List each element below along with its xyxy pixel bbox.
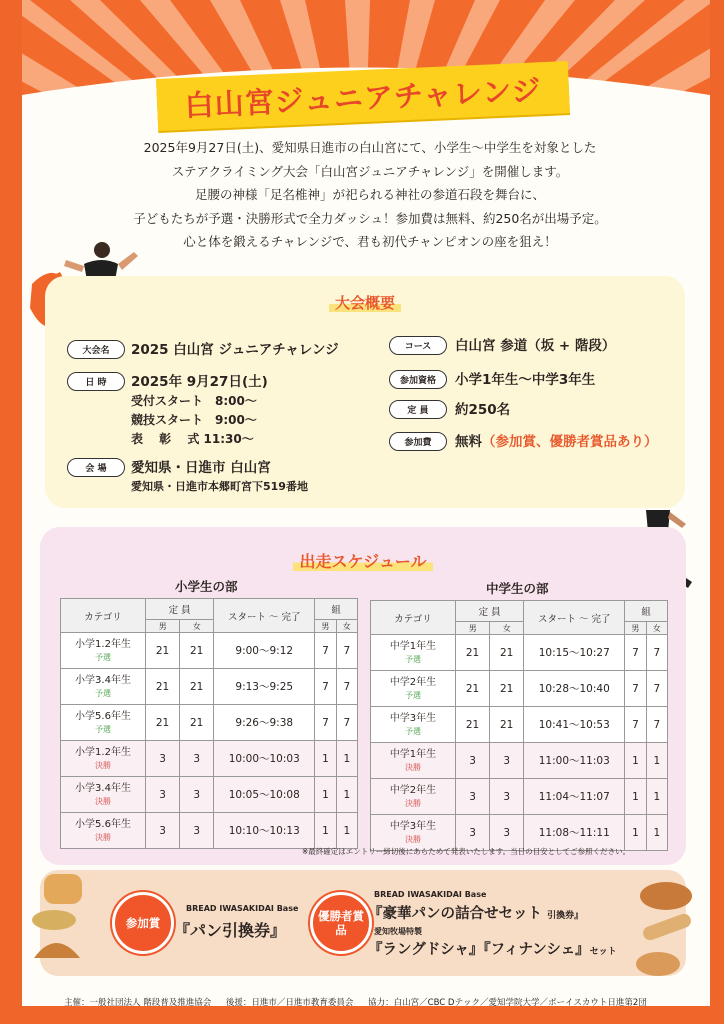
fee-tag: 参加費 — [389, 432, 447, 451]
capacity-female-cell: 3 — [490, 743, 524, 779]
stage-label: 予選 — [95, 688, 111, 698]
time-cell: 11:00〜11:03 — [524, 743, 625, 779]
groups-male-cell: 7 — [315, 705, 336, 741]
event-date: 2025年 9月27日(土) — [131, 374, 268, 390]
time-cell: 11:04〜11:07 — [524, 779, 625, 815]
capacity-female-cell: 3 — [180, 741, 214, 777]
groups-male-cell: 1 — [625, 743, 646, 779]
stage-label: 決勝 — [95, 796, 111, 806]
course: 白山宮 参道（坂 + 階段） — [455, 338, 616, 354]
bread-roll-icon — [632, 878, 696, 978]
time-cell: 11:08〜11:11 — [524, 815, 625, 851]
elementary-title: 小学生の部 — [175, 579, 238, 594]
category-name: 小学1.2年生 — [75, 638, 131, 650]
date-tag: 日 時 — [67, 372, 125, 391]
time-cell: 9:13〜9:25 — [214, 669, 315, 705]
time-cell: 10:28〜10:40 — [524, 671, 625, 707]
groups-female-cell: 1 — [336, 777, 357, 813]
table-row — [371, 779, 668, 815]
capacity-female-cell: 21 — [180, 669, 214, 705]
groups-male-cell: 7 — [625, 635, 646, 671]
col-time: スタート 〜 完了 — [214, 599, 315, 633]
intro-line: 足腰の神様「足名椎神」が祀られる神社の参道石段を舞台に、 — [194, 187, 545, 202]
winner-item-tail: 引換券』 — [547, 911, 584, 921]
participation-brand: BREAD IWASAKIDAI Base — [186, 904, 299, 913]
table-row — [371, 671, 668, 707]
groups-female-cell: 1 — [336, 813, 357, 849]
winner-item2-main: 『ラングドシャ』『フィナンシェ』 — [368, 942, 590, 958]
capacity-male-cell: 3 — [456, 815, 490, 851]
groups-male-cell: 1 — [315, 741, 336, 777]
overview-section — [45, 276, 685, 508]
groups-male-cell: 7 — [625, 671, 646, 707]
category-cell — [61, 813, 146, 849]
groups-female-cell: 7 — [336, 633, 357, 669]
stage-label: 予選 — [405, 726, 421, 736]
capacity-female-cell: 21 — [490, 671, 524, 707]
participation-item: 『パン引換券』 — [174, 921, 287, 940]
venue-tag: 会 場 — [67, 458, 125, 477]
table-row — [371, 707, 668, 743]
junior-high-title: 中学生の部 — [486, 581, 549, 596]
eligibility-tag: 参加資格 — [389, 370, 447, 389]
category-name: 小学3.4年生 — [75, 674, 131, 686]
table-row — [371, 635, 668, 671]
category-name: 小学3.4年生 — [75, 782, 131, 794]
capacity-female-cell: 21 — [180, 633, 214, 669]
capacity-tag: 定 員 — [389, 400, 447, 419]
winner-item — [368, 902, 583, 923]
table-row — [61, 669, 358, 705]
fee-note: （参加賞、優勝者賞品あり） — [482, 434, 658, 450]
table-row — [61, 633, 358, 669]
category-cell — [61, 633, 146, 669]
groups-female-cell: 7 — [336, 669, 357, 705]
time-cell: 10:15〜10:27 — [524, 635, 625, 671]
col-capacity: 定 員 — [146, 599, 214, 620]
cooperators: 協力：白山宮／CBC Dテック／愛知学院大学／ボーイスカウト日進第2団 — [368, 998, 647, 1008]
footer-credits — [64, 996, 659, 1008]
col-groups: 組 — [315, 599, 358, 620]
prize-section — [40, 870, 686, 976]
capacity-female-cell: 3 — [490, 779, 524, 815]
table-row — [371, 743, 668, 779]
groups-female-cell: 1 — [646, 743, 667, 779]
groups-male-cell: 1 — [315, 777, 336, 813]
category-name: 小学5.6年生 — [75, 818, 131, 830]
time-cell: 10:41〜10:53 — [524, 707, 625, 743]
capacity-male-cell: 3 — [146, 813, 180, 849]
category-cell — [371, 743, 456, 779]
capacity-male-cell: 21 — [146, 705, 180, 741]
awards-time: 表 彰 式 11:30〜 — [131, 432, 254, 446]
capacity-female-cell: 21 — [180, 705, 214, 741]
overview-heading: 大会概要 — [45, 292, 685, 313]
capacity-male-cell: 21 — [456, 635, 490, 671]
start-time: 競技スタート 9:00〜 — [131, 413, 257, 427]
winner-brand: BREAD IWASAKIDAI Base — [374, 890, 487, 899]
groups-female-cell: 1 — [336, 741, 357, 777]
winner-prize-badge: 優勝者賞品 — [310, 892, 372, 954]
stage-label: 予選 — [405, 654, 421, 664]
bottom-border — [0, 1006, 724, 1024]
groups-female-cell: 1 — [646, 815, 667, 851]
venue-address: 愛知県・日進市本郷町宮下519番地 — [131, 480, 308, 493]
time-cell: 10:10〜10:13 — [214, 813, 315, 849]
capacity-female-cell: 3 — [490, 815, 524, 851]
table-row — [61, 813, 358, 849]
groups-male-cell: 1 — [315, 813, 336, 849]
participation-prize-badge: 参加賞 — [112, 892, 174, 954]
stage-label: 決勝 — [95, 760, 111, 770]
col-capacity-male: 男 — [146, 620, 180, 633]
category-name: 中学2年生 — [389, 676, 437, 688]
capacity-male-cell: 3 — [146, 741, 180, 777]
intro-line: ステアクライミング大会「白山宮ジュニアチャレンジ」を開催します。 — [171, 163, 569, 179]
category-name: 中学1年生 — [389, 748, 437, 760]
col-capacity-female: 女 — [490, 622, 524, 635]
category-name: 中学2年生 — [389, 784, 437, 796]
category-cell — [371, 707, 456, 743]
event-name-tag: 大会名 — [67, 340, 125, 359]
capacity-female-cell: 21 — [490, 707, 524, 743]
groups-male-cell: 1 — [625, 815, 646, 851]
groups-female-cell: 7 — [646, 707, 667, 743]
right-border — [710, 0, 724, 1024]
eligibility: 小学1年生〜中学3年生 — [455, 372, 596, 388]
stage-label: 決勝 — [405, 834, 421, 844]
junior-high-schedule-table — [370, 600, 668, 851]
time-cell: 9:26〜9:38 — [214, 705, 315, 741]
stage-label: 決勝 — [405, 762, 421, 772]
left-border — [0, 0, 22, 1024]
capacity-male-cell: 21 — [146, 633, 180, 669]
groups-female-cell: 7 — [646, 671, 667, 707]
capacity: 約250名 — [455, 402, 511, 418]
winner-item-main: 『豪華パンの詰合せセット — [368, 906, 542, 922]
schedule-note: ※最終確定はエントリー締切後にあらためて発表いたします。当日の目安としてご参照ください。 — [302, 847, 631, 856]
col-capacity-female: 女 — [180, 620, 214, 633]
col-time: スタート 〜 完了 — [524, 601, 625, 635]
category-name: 小学1.2年生 — [75, 746, 131, 758]
time-schedule — [131, 392, 257, 449]
capacity-male-cell: 3 — [456, 743, 490, 779]
col-groups-male: 男 — [625, 622, 646, 635]
col-category: カテゴリ — [61, 599, 146, 633]
fee — [455, 430, 658, 450]
intro-line: 心と体を鍛えるチャレンジで、君も初代チャンピオンの座を狙え！ — [183, 234, 557, 249]
schedule-heading: 出走スケジュール — [40, 549, 686, 572]
groups-male-cell: 7 — [315, 633, 336, 669]
category-cell — [61, 669, 146, 705]
time-cell: 10:00〜10:03 — [214, 741, 315, 777]
category-cell — [371, 671, 456, 707]
fee-value: 無料 — [455, 434, 482, 450]
stage-label: 決勝 — [95, 832, 111, 842]
winner-item-2 — [368, 938, 617, 959]
col-capacity: 定 員 — [456, 601, 524, 622]
col-category: カテゴリ — [371, 601, 456, 635]
category-cell — [61, 705, 146, 741]
groups-male-cell: 7 — [625, 707, 646, 743]
event-name: 2025 白山宮 ジュニアチャレンジ — [131, 342, 339, 358]
winner-brand-2: 愛知牧場特製 — [374, 927, 422, 936]
category-name: 中学3年生 — [389, 712, 437, 724]
capacity-male-cell: 3 — [456, 779, 490, 815]
supporters: 後援：日進市／日進市教育委員会 — [225, 998, 354, 1008]
category-name: 小学5.6年生 — [75, 710, 131, 722]
category-cell — [61, 741, 146, 777]
groups-female-cell: 1 — [646, 779, 667, 815]
category-cell — [371, 635, 456, 671]
capacity-male-cell: 21 — [456, 671, 490, 707]
groups-female-cell: 7 — [336, 705, 357, 741]
time-cell: 9:00〜9:12 — [214, 633, 315, 669]
stage-label: 予選 — [95, 724, 111, 734]
capacity-male-cell: 21 — [456, 707, 490, 743]
intro-line: 2025年9月27日(土)、愛知県日進市の白山宮にて、小学生〜中学生を対象とした — [143, 140, 597, 155]
stage-label: 予選 — [405, 690, 421, 700]
reception-time: 受付スタート 8:00〜 — [131, 394, 257, 408]
stage-label: 決勝 — [405, 798, 421, 808]
capacity-male-cell: 21 — [146, 669, 180, 705]
table-row — [61, 741, 358, 777]
col-groups-male: 男 — [315, 620, 336, 633]
groups-male-cell: 7 — [315, 669, 336, 705]
table-row — [61, 705, 358, 741]
intro-line: 子どもたちが予選・決勝形式で全力ダッシュ！参加費は無料、約250名が出場予定。 — [133, 210, 607, 226]
capacity-female-cell: 3 — [180, 813, 214, 849]
elementary-schedule-table — [60, 598, 358, 849]
time-cell: 10:05〜10:08 — [214, 777, 315, 813]
groups-female-cell: 7 — [646, 635, 667, 671]
capacity-female-cell: 3 — [180, 777, 214, 813]
course-tag: コース — [389, 336, 447, 355]
venue-name: 愛知県・日進市 白山宮 — [131, 460, 271, 476]
category-name: 中学1年生 — [389, 640, 437, 652]
capacity-female-cell: 21 — [490, 635, 524, 671]
intro-text — [100, 136, 640, 254]
organizer: 主催：一般社団法人 階段普及推進協会 — [64, 998, 212, 1008]
col-capacity-male: 男 — [456, 622, 490, 635]
groups-male-cell: 1 — [625, 779, 646, 815]
col-groups: 組 — [625, 601, 668, 622]
bread-icon — [26, 868, 88, 978]
page-title: 白山宮ジュニアチャレンジ — [183, 72, 543, 123]
category-cell — [371, 779, 456, 815]
table-row — [61, 777, 358, 813]
capacity-male-cell: 3 — [146, 777, 180, 813]
winner-item2-tail: セット — [589, 947, 617, 957]
col-groups-female: 女 — [646, 622, 667, 635]
col-groups-female: 女 — [336, 620, 357, 633]
category-name: 中学3年生 — [389, 820, 437, 832]
category-cell — [61, 777, 146, 813]
stage-label: 予選 — [95, 652, 111, 662]
